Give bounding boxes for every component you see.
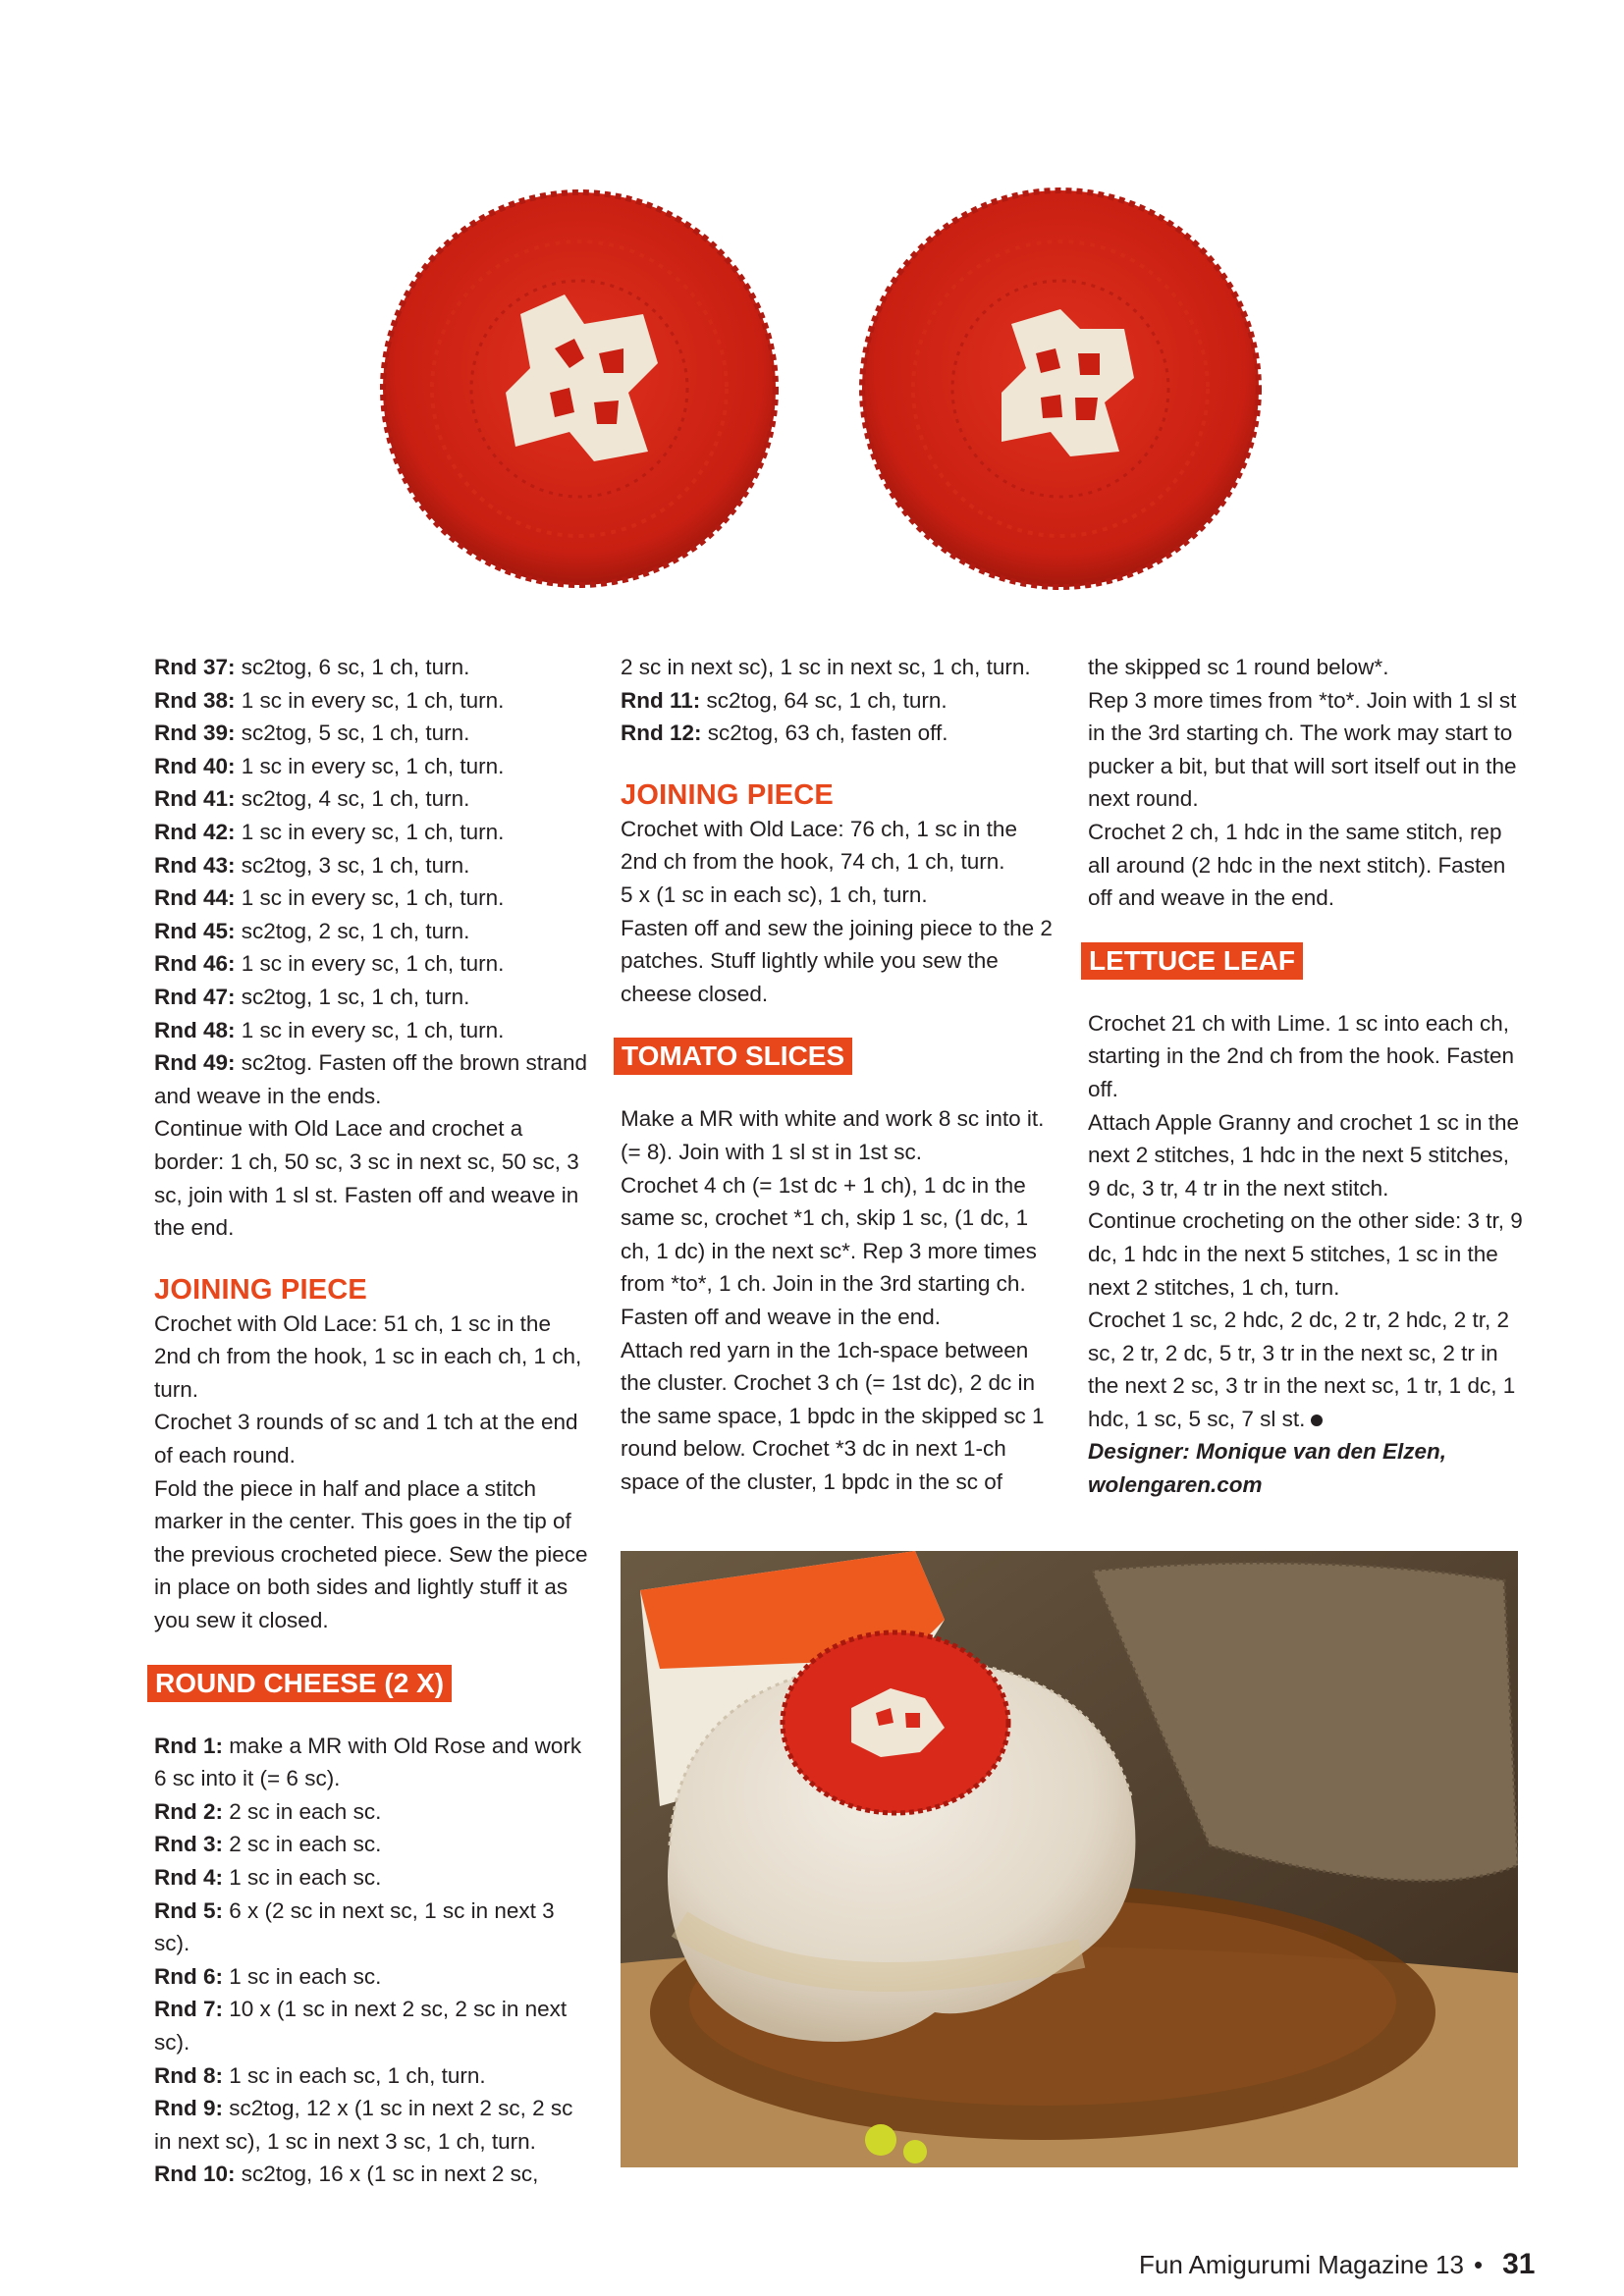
- joining-instructions-1: Crochet with Old Lace: 51 ch, 1 sc in the 2nd ch from the hook, 1 sc in each ch, 1 ch, turn.: [154, 1310, 582, 1402]
- page-number: 31: [1502, 2248, 1536, 2280]
- joining-instructions-2: 5 x (1 sc in each sc), 1 ch, turn.: [621, 881, 928, 907]
- round-label: Rnd 39:: [154, 721, 236, 746]
- round-line: [154, 1828, 591, 1861]
- round-label: Rnd 3:: [154, 1832, 223, 1857]
- round-list: [621, 684, 1057, 750]
- round-label: Rnd 43:: [154, 852, 236, 878]
- round-text: 1 sc in every sc, 1 ch, turn.: [235, 819, 505, 844]
- round-label: Rnd 2:: [154, 1798, 223, 1824]
- lettuce-instructions-4-text: Crochet 1 sc, 2 hdc, 2 dc, 2 tr, 2 hdc, 2 tr, 2 sc, 2 tr, 2 dc, 5 tr, 3 tr in the next sc, 2 tr in the next 2 sc, 3 tr in the next sc, 1 tr, 1 dc, 1 hdc, 1 sc, 5 sc, 7 sl st.: [1088, 1308, 1516, 1431]
- round-text: 1 sc in every sc, 1 ch, turn.: [235, 753, 505, 778]
- round-text: sc2tog, 1 sc, 1 ch, turn.: [235, 984, 470, 1009]
- round-text: 1 sc in each sc, 1 ch, turn.: [223, 2062, 486, 2088]
- round-text: 10 x (1 sc in next 2 sc, 2 sc in next sc).: [154, 1997, 568, 2055]
- tomato-slices-photo: [373, 167, 1276, 628]
- tomato-instructions-1: Make a MR with white and work 8 sc into it. (= 8). Join with 1 sl st in 1st sc.: [621, 1106, 1045, 1164]
- round-list: [154, 651, 591, 1112]
- round-text: sc2tog, 63 ch, fasten off.: [701, 721, 948, 746]
- round-line: [154, 1046, 591, 1112]
- tomato-instructions-2: Crochet 4 ch (= 1st dc + 1 ch), 1 dc in the same sc, crochet *1 ch, skip 1 sc, (1 dc, 1 ch, 1 dc) in the next sc*. Rep 3 more times from *to*, 1 ch. Join in the 3rd starting ch. Fasten off and weave in the end.: [621, 1172, 1037, 1329]
- round-text: sc2tog, 64 sc, 1 ch, turn.: [700, 687, 947, 713]
- round-label: Rnd 10:: [154, 2162, 236, 2187]
- round-text: sc2tog. Fasten off the brown strand and weave in the ends.: [154, 1050, 588, 1108]
- round-cheese-heading: ROUND CHEESE (2 X): [147, 1665, 452, 1702]
- joining-instructions-1: Crochet with Old Lace: 76 ch, 1 sc in the 2nd ch from the hook, 74 ch, 1 ch, turn.: [621, 816, 1017, 875]
- round-line: [154, 816, 591, 849]
- round-text: sc2tog, 16 x (1 sc in next 2 sc,: [235, 2162, 539, 2187]
- round-line: [154, 1730, 591, 1795]
- footer-bullet: •: [1473, 2250, 1484, 2279]
- round-line: [154, 2158, 591, 2191]
- round-label: Rnd 11:: [621, 687, 701, 713]
- round-text: sc2tog, 2 sc, 1 ch, turn.: [235, 918, 470, 943]
- round-label: Rnd 47:: [154, 984, 236, 1009]
- text-column-3: [1088, 651, 1525, 1502]
- round-text: make a MR with Old Rose and work 6 sc into it (= 6 sc).: [154, 1733, 582, 1791]
- round-label: Rnd 45:: [154, 918, 236, 943]
- round-text: sc2tog, 6 sc, 1 ch, turn.: [235, 655, 470, 679]
- round-label: Rnd 4:: [154, 1865, 223, 1890]
- joining-piece-heading: JOINING PIECE: [621, 778, 834, 811]
- round-text: 2 sc in each sc.: [223, 1832, 382, 1857]
- round-label: Rnd 6:: [154, 1963, 223, 1989]
- cheese-round-list: [154, 1730, 591, 2191]
- round-line: [154, 1795, 591, 1829]
- joining-instructions-3: Fold the piece in half and place a stitch marker in the center. This goes in the tip of the previous crocheted piece. Sew the piece in place on both sides and lightly stuff it as you sew it closed.: [154, 1475, 588, 1633]
- round-text: sc2tog, 12 x (1 sc in next 2 sc, 2 sc in next sc), 1 sc in next 3 sc, 1 ch, turn.: [154, 2096, 573, 2154]
- round-text: sc2tog, 4 sc, 1 ch, turn.: [235, 786, 470, 812]
- lettuce-leaf-heading: LETTUCE LEAF: [1081, 942, 1303, 980]
- round-label: Rnd 38:: [154, 687, 236, 713]
- round-text: 1 sc in every sc, 1 ch, turn.: [235, 687, 505, 713]
- round-line: [154, 881, 591, 915]
- page-footer: [1139, 2248, 1535, 2281]
- round-line: [621, 684, 1057, 718]
- joining-instructions-2: Crochet 3 rounds of sc and 1 tch at the end of each round.: [154, 1410, 578, 1468]
- round-label: Rnd 8:: [154, 2062, 223, 2088]
- tomato-instructions-4: Rep 3 more times from *to*. Join with 1 sl st in the 3rd starting ch. The work may start to pucker a bit, but that will sort itself out in the next round.: [1088, 687, 1517, 812]
- round-line: [154, 1993, 591, 2058]
- round-label: Rnd 12:: [621, 721, 702, 746]
- continued-round: 2 sc in next sc), 1 sc in next sc, 1 ch, turn.: [621, 655, 1031, 679]
- round-line: [154, 1895, 591, 1960]
- lettuce-instructions-3: Continue crocheting on the other side: 3 tr, 9 dc, 1 hdc in the next 5 stitches, 1 sc in the next 2 stitches, 1 ch, turn.: [1088, 1208, 1523, 1300]
- text-column-2: [621, 651, 1057, 1498]
- round-line: [154, 651, 591, 684]
- round-line: [154, 947, 591, 981]
- round-text: 2 sc in each sc.: [223, 1798, 382, 1824]
- tomato-slice-left: [383, 192, 776, 585]
- round-label: Rnd 42:: [154, 819, 236, 844]
- round-label: Rnd 1:: [154, 1733, 223, 1758]
- lettuce-instructions-1: Crochet 21 ch with Lime. 1 sc into each ch, starting in the 2nd ch from the hook. Fasten off.: [1088, 1010, 1514, 1101]
- round-label: Rnd 5:: [154, 1897, 223, 1923]
- tomato-slices-heading: TOMATO SLICES: [614, 1038, 852, 1075]
- round-label: Rnd 44:: [154, 885, 236, 911]
- round-label: Rnd 37:: [154, 655, 236, 679]
- tomato-slice-right: [862, 190, 1259, 587]
- round-text: 6 x (2 sc in next sc, 1 sc in next 3 sc).: [154, 1897, 555, 1956]
- round-line: [154, 1861, 591, 1895]
- round-label: Rnd 41:: [154, 786, 236, 812]
- round-label: Rnd 48:: [154, 1017, 236, 1042]
- round-line: [154, 1014, 591, 1047]
- round-line: [154, 684, 591, 718]
- designer-credit: Designer: Monique van den Elzen, wolengaren.com: [1088, 1439, 1447, 1498]
- joining-piece-heading: JOINING PIECE: [154, 1273, 367, 1306]
- round-line: [154, 2059, 591, 2093]
- cheese-photo: [621, 1551, 1518, 2167]
- round-line: [154, 1960, 591, 1994]
- lettuce-instructions-4: [1088, 1304, 1525, 1435]
- border-instructions: Continue with Old Lace and crochet a border: 1 ch, 50 sc, 3 sc in next sc, 50 sc, 3 sc, join with 1 sl st. Fasten off and weave in the end.: [154, 1116, 579, 1241]
- lettuce-instructions-2: Attach Apple Granny and crochet 1 sc in the next 2 stitches, 1 hdc in the next 5 stitches, 9 dc, 3 tr, 4 tr in the next stitch.: [1088, 1109, 1520, 1201]
- round-line: [621, 717, 1057, 750]
- round-line: [154, 717, 591, 750]
- round-line: [154, 750, 591, 783]
- round-text: 1 sc in each sc.: [223, 1963, 382, 1989]
- end-mark-icon: [1311, 1415, 1323, 1426]
- round-label: Rnd 7:: [154, 1997, 223, 2022]
- round-label: Rnd 46:: [154, 951, 236, 977]
- round-line: [154, 915, 591, 948]
- continued-text: the skipped sc 1 round below*.: [1088, 655, 1389, 679]
- tomato-instructions-3: Attach red yarn in the 1ch-space between the cluster. Crochet 3 ch (= 1st dc), 2 dc in the same space, 1 bpdc in the skipped sc 1 round below. Crochet *3 dc in next 1-ch space of the cluster, 1 bpdc in the sc of: [621, 1337, 1045, 1494]
- round-text: 1 sc in each sc.: [223, 1865, 382, 1890]
- magazine-name: Fun Amigurumi Magazine 13: [1139, 2250, 1464, 2279]
- round-text: 1 sc in every sc, 1 ch, turn.: [235, 885, 505, 911]
- round-line: [154, 849, 591, 882]
- joining-instructions-3: Fasten off and sew the joining piece to the 2 patches. Stuff lightly while you sew the cheese closed.: [621, 915, 1053, 1006]
- round-text: 1 sc in every sc, 1 ch, turn.: [235, 1017, 505, 1042]
- round-line: [154, 981, 591, 1014]
- round-text: 1 sc in every sc, 1 ch, turn.: [235, 951, 505, 977]
- round-line: [154, 782, 591, 816]
- round-label: Rnd 49:: [154, 1050, 236, 1076]
- round-label: Rnd 40:: [154, 753, 236, 778]
- text-column-1: [154, 651, 591, 2191]
- round-label: Rnd 9:: [154, 2096, 223, 2121]
- round-text: sc2tog, 5 sc, 1 ch, turn.: [235, 721, 470, 746]
- round-text: sc2tog, 3 sc, 1 ch, turn.: [235, 852, 470, 878]
- tomato-instructions-5: Crochet 2 ch, 1 hdc in the same stitch, rep all around (2 hdc in the next stitch). Fasten off and weave in the end.: [1088, 819, 1506, 911]
- round-line: [154, 2092, 591, 2158]
